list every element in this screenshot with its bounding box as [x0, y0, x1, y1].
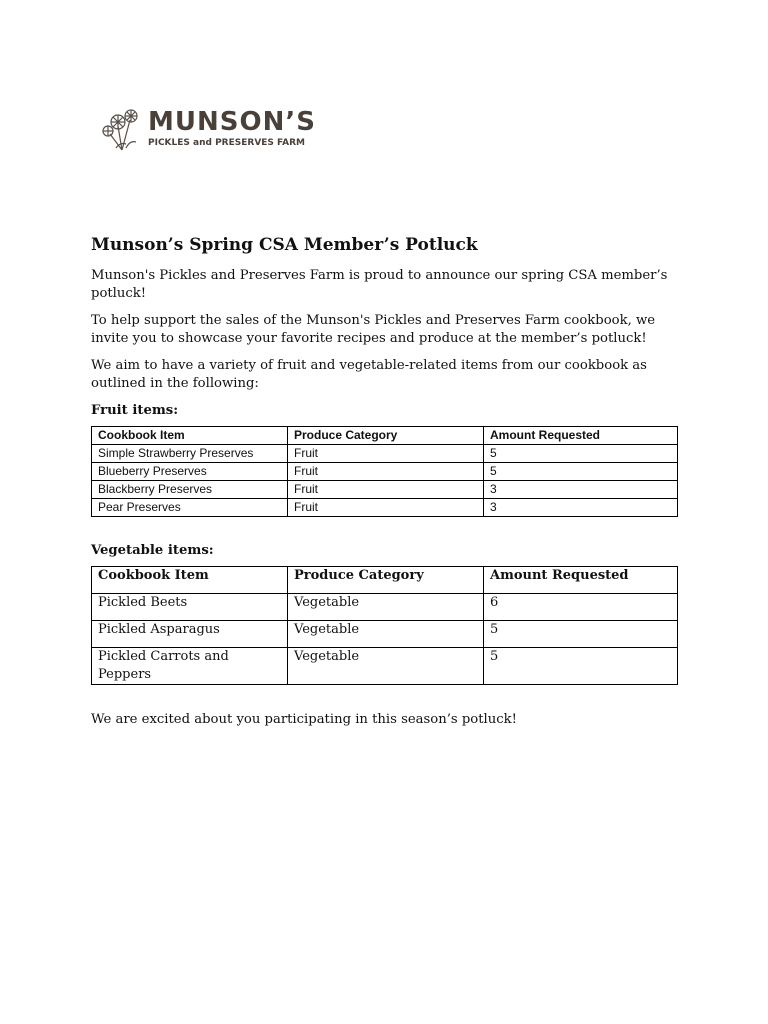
header-cell: Cookbook Item — [92, 427, 288, 445]
table-cell: Fruit — [288, 499, 484, 517]
header-cell: Produce Category — [288, 567, 484, 594]
table-cell: Blackberry Preserves — [92, 481, 288, 499]
table-cell: 6 — [484, 594, 678, 621]
table-cell: Fruit — [288, 445, 484, 463]
table-cell: Pickled Carrots and Peppers — [92, 648, 288, 685]
table-header-row — [92, 427, 678, 445]
table-cell: Pickled Asparagus — [92, 621, 288, 648]
table-cell: Blueberry Preserves — [92, 463, 288, 481]
table-row — [92, 445, 678, 463]
header-cell: Cookbook Item — [92, 567, 288, 594]
vegetable-table — [91, 566, 678, 685]
table-cell: Simple Strawberry Preserves — [92, 445, 288, 463]
closing-paragraph: We are excited about you participating in this season’s potluck! — [91, 712, 517, 727]
header-cell: Produce Category — [288, 427, 484, 445]
table-cell: Vegetable — [288, 594, 484, 621]
table-cell: Vegetable — [288, 621, 484, 648]
table-row — [92, 463, 678, 481]
header-cell: Amount Requested — [484, 567, 678, 594]
table-cell: Pear Preserves — [92, 499, 288, 517]
fruit-table — [91, 426, 678, 517]
farm-logo — [100, 100, 340, 156]
table-row — [92, 481, 678, 499]
table-cell: Pickled Beets — [92, 594, 288, 621]
page-title: Munson’s Spring CSA Member’s Potluck — [91, 235, 478, 255]
table-row — [92, 499, 678, 517]
variety-paragraph: We aim to have a variety of fruit and vegetable-related items from our cookbook as outlined in the following: — [91, 358, 647, 391]
support-paragraph: To help support the sales of the Munson's Pickles and Preserves Farm cookbook, we invite you to showcase your favorite recipes and produce at the member’s potluck! — [91, 313, 656, 346]
document-body — [91, 233, 681, 738]
logo-name: MUNSON’S — [148, 107, 316, 137]
table-cell: 3 — [484, 481, 678, 499]
header-cell: Amount Requested — [484, 427, 678, 445]
dandelion-icon — [100, 104, 146, 152]
table-cell: 3 — [484, 499, 678, 517]
table-cell: 5 — [484, 463, 678, 481]
table-cell: 5 — [484, 621, 678, 648]
table-row — [92, 648, 678, 685]
table-cell: Vegetable — [288, 648, 484, 685]
table-cell: 5 — [484, 648, 678, 685]
table-cell: 5 — [484, 445, 678, 463]
intro-paragraph: Munson's Pickles and Preserves Farm is proud to announce our spring CSA member’s potluck! — [91, 268, 668, 301]
vegetable-heading: Vegetable items: — [91, 543, 214, 558]
table-row — [92, 621, 678, 648]
fruit-heading: Fruit items: — [91, 403, 179, 418]
table-row — [92, 594, 678, 621]
logo-subtitle: PICKLES and PRESERVES FARM — [148, 138, 306, 148]
table-cell: Fruit — [288, 481, 484, 499]
table-header-row — [92, 567, 678, 594]
table-cell: Fruit — [288, 463, 484, 481]
